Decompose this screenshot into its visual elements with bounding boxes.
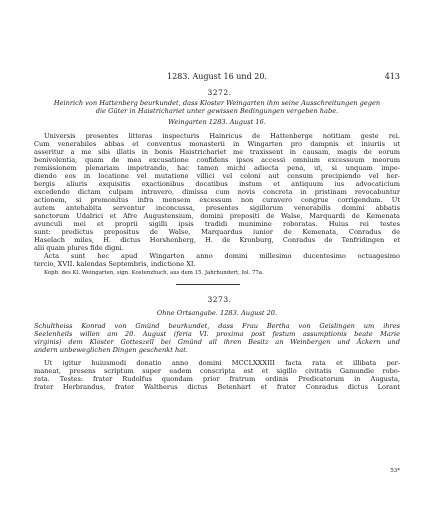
text-line: alii quam plures fide digni.	[34, 244, 124, 252]
running-header	[34, 72, 400, 84]
text-line: maneat, presens scriptum super eadem conscripta est et sigillo civitatis Gamundie robo-	[34, 367, 400, 375]
text-line: diendo eos in locatione vel mutatione villici vel coloni aut censum precipiendo vel her-	[34, 172, 400, 180]
regest-line: andern unbeweglichen Dingen geschenkt hat.	[34, 346, 188, 354]
text-line: asseritur a me sibi illatis in bonis Haistrichariet me traxissent in causam, magis de eorum	[34, 148, 400, 156]
text-line: autem antehabita serventur inconcussa, presentes sigillorum venerabilis domini abbatis	[34, 204, 400, 212]
text-line: Universis presentes litteras inspecturis Hainricus de Hattenberge notitiam geste rei.	[44, 132, 400, 140]
text-line: frater Herbrandus, frater Waltherus dictus Betenhart et frater Conradus dictus Lorant	[34, 383, 400, 391]
text-line: tercio, XVII. kalendas Septembris, indictione XI.	[34, 260, 196, 268]
text-line: remissionem plenariam impetrando, hac tamen michi adiecta pena, ut, si unquam impe-	[34, 164, 400, 172]
text-line: excedendo dictam culpam intravero, dimissa cum novis concreta in pristinam revocabuntur	[34, 188, 400, 196]
text-line: sanctorum Udalrici et Afre Augustensium, domini prepositi de Walse, Marquardi de Kemenata	[34, 212, 400, 220]
date-line: Weingarten 1283. August 16.	[168, 118, 266, 126]
regest-line: Heinrich von Hattenberg beurkundet, dass Kloster Weingarten ihm seine Ausschreitungen gegen	[53, 99, 381, 107]
document-number: 3272.	[207, 88, 232, 97]
text-line: Ut igitur huiusmodi donatio anno domini MCCLXXXIII facta rata et illibata per-	[44, 359, 400, 367]
document-number: 3273.	[207, 295, 232, 304]
text-line: Acta sunt hec apud Wingarten anno domini millesimo ducentesimo octuagesimo	[44, 252, 400, 260]
regest-line: Seelenheils willen am 20. August (feria VI. proxima post festum assumptionis beate Marie	[34, 330, 400, 338]
regest-line: virginis) dem Kloster Gotteszell bei Gmünd all ihren Besitz an Weinbergen und Äckern und	[34, 338, 400, 346]
signature-mark: 53*	[390, 468, 400, 474]
text-line: rata. Testes: frater Rudolfus quondam prior fratrum ordinis Predicatorum in Augusta,	[34, 375, 400, 383]
text-line: avunculi mei et proprii sigilli ipsis tradidi munimine roboratas. Huius rei testes	[34, 220, 400, 228]
regest-line: die Güter in Haistrichariet unter gewissen Bedingungen vergeben habe.	[95, 107, 339, 115]
page-number: 413	[384, 72, 400, 81]
text-line: benivolentia, quam de mea excusatione confidens ipsos accessi omnium excessuum meorum	[34, 156, 400, 164]
date-line: Ohne Ortsangabe. 1283. August 20.	[156, 309, 278, 317]
source-note: Kopb. des Kl. Weingarten, sign. Kostenzbuch, aus dem 15. Jahrhundert, fol. 77a.	[44, 270, 264, 276]
text-line: Cum venerabiles abbas et conventus monasterii in Wingarten pro dampnis et iniuriis ut	[34, 140, 400, 148]
text-line: Haselach miles, H. dictus Horshenberg, H. de Kronburg, Conradus de Tenfridingen et	[34, 236, 400, 244]
regest-line: Schultheiss Konrad von Gmünd beurkundet, dass Frau Bertha von Geislingen um ihres	[34, 322, 400, 330]
running-title: 1283. August 16 und 20.	[167, 72, 267, 81]
text-line: bergis aliuris exquisitis exactionibus docatibus instum et antiquum ius advocaticium	[34, 180, 400, 188]
section-divider	[176, 284, 240, 285]
text-line: sunt: predictus prepositus de Walse, Marquardus iunior de Kemenata, Conradus de	[34, 228, 400, 236]
text-line: actionem, si premonitus infra mensem excessum non curavero congrue corrigendum. Ut	[34, 196, 400, 204]
